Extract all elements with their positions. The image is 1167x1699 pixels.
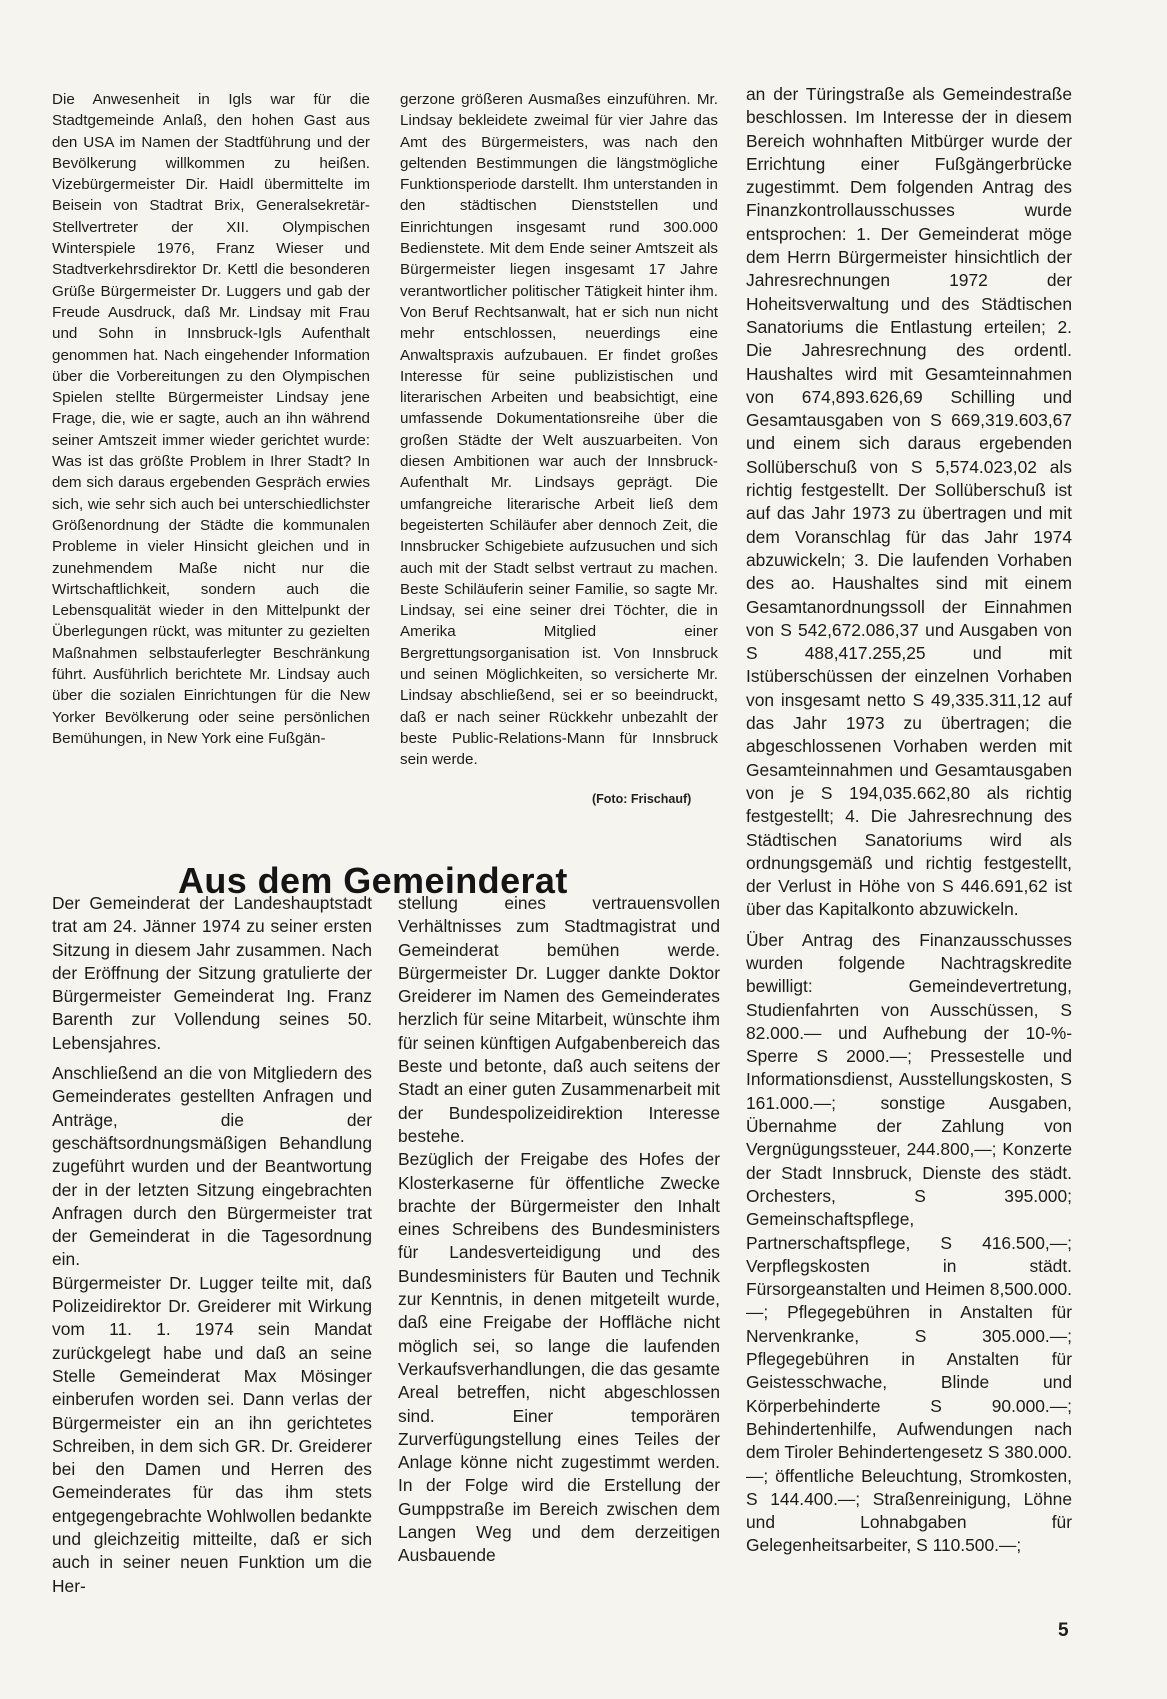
section-heading: Aus dem Gemeinderat — [178, 860, 568, 902]
body-paragraph: Bezüglich der Freigabe des Hofes der Klosterkaserne für öffentliche Zwecke brachte der Bürgermeister den Inhalt eines Schreibens des Bundesministers für Landesverteidigung und des Bundesministers für Bauten und Technik zur Kenntnis, in denen mitgeteilt wurde, daß eine Freigabe der Hoffläche nicht möglich sei, so lange die laufenden Verkaufsverhandlungen, die das gesamte Areal betreffen, nicht abgeschlossen sind. Einer temporären Zurverfügungstellung eines Teiles der Anlage könne nicht zugestimmt werden. In der Folge wird die Erstellung der Gumppstraße im Bereich zwischen dem Langen Weg und dem derzeitigen Ausbauende — [398, 1149, 720, 1566]
body-paragraph: gerzone größeren Ausmaßes einzuführen. Mr. Lindsay bekleidete zweimal für vier Jahre das Amt des Bürgermeisters, was nach den geltenden Bestimmungen die längstmögliche Funktionsperiode darstellt. Ihm unterstanden in den städtischen Dienststellen und Einrichtungen insgesamt rund 300.000 Bedienstete. Mit dem Ende seiner Amtszeit als Bürgermeister liegen insgesamt 17 Jahre verantwortlicher politischer Tätigkeit hinter ihm. Von Beruf Rechtsanwalt, hat er sich nun nicht mehr entschlossen, neuerdings eine Anwaltspraxis aufzubauen. Er findet großes Interesse für seine publizistischen und literarischen Arbeiten und beabsichtigt, eine umfassende Dokumentationsreihe über die großen Städte der Welt auszuarbeiten. Von diesen Ambitionen war auch der Innsbruck-Aufenthalt Mr. Lindsays geprägt. Die umfangreiche literarische Arbeit ließ dem begeisterten Schiläufer aber dennoch Zeit, die Innsbrucker Schigebiete aufzusuchen und sich auch mit der Stadt selbst vertraut zu machen. Beste Schiläuferin seiner Familie, so sagte Mr. Lindsay, sei eine seiner drei Töchter, die in Amerika Mitglied einer Bergrettungsorganisation ist. Von Innsbruck und seinen Möglichkeiten, so versicherte Mr. Lindsay abschließend, sei er so beeindruckt, daß er nach seiner Rückkehr unbezahlt der beste Public-Relations-Mann für Innsbruck sein werde. — [400, 91, 718, 769]
council-column-3 — [746, 83, 1072, 1558]
photo-credit: (Foto: Frischauf) — [592, 792, 692, 806]
body-paragraph: Die Anwesenheit in Igls war für die Stadtgemeinde Anlaß, den hohen Gast aus den USA im Namen der Stadtführung und der Bevölkerung willkommen zu heißen. Vizebürgermeister Dir. Haidl übermittelte im Beisein von Stadtrat Brix, Generalsekretär-Stellvertreter der XII. Olympischen Winterspiele 1976, Franz Wieser und Stadtverkehrsdirektor Dr. Kettl die besonderen Grüße Bürgermeister Dr. Luggers und gab der Freude Ausdruck, daß Mr. Lindsay mit Frau und Sohn in Innsbruck-Igls Aufenthalt genommen hat. Nach eingehender Information über die Vorbereitungen zu den Olympischen Spielen stellte Bürgermeister Lindsay jene Frage, die, wie er sagte, auch an ihn während seiner Amtszeit immer wieder gerichtet wurde: Was ist das größte Problem in Ihrer Stadt? In dem sich daraus ergebenden Gespräch erwies sich, wie sehr sich auch bei unterschiedlichster Größenordnung der Städte die kommunalen Probleme in vieler Hinsicht gleichen und in zunehmendem Maße nicht nur die Wirtschaftlichkeit, sondern auch die Lebensqualität wieder in den Mittelpunkt der Überlegungen rückt, was mitunter zu gezielten Maßnahmen selbstauferlegter Beschränkung führt. Ausführlich berichtete Mr. Lindsay auch über die sozialen Einrichtungen für die New Yorker Bevölkerung oder seine persönlichen Bemühungen, in New York eine Fußgän- — [52, 91, 370, 747]
intro-column-1 — [52, 89, 370, 749]
council-column-2 — [398, 892, 720, 1568]
body-paragraph: stellung eines vertrauensvollen Verhältnisses zum Stadtmagistrat und Gemeinderat bemühen werde. Bürgermeister Dr. Lugger dankte Doktor Greiderer im Namen des Gemeinderates herzlich für seine Mitarbeit, wünschte ihm für seinen künftigen Aufgabenbereich das Beste und betonte, daß auch seitens der Stadt an einer guten Zusammenarbeit mit der Bundespolizeidirektion Interesse bestehe. — [398, 893, 720, 1146]
council-column-1 — [52, 892, 372, 1598]
body-paragraph: Über Antrag des Finanzausschusses wurden folgende Nachtragskredite bewilligt: Gemeindevertretung, Studienfahrten von Ausschüssen, S 82.000.— und Aufhebung der 10-%-Sperre S 2000.—; Pressestelle und Informationsdienst, Ausstellungskosten, S 161.000.—; sonstige Ausgaben, Übernahme der Zahlung von Vergnügungssteuer, 244.800,—; Konzerte der Stadt Innsbruck, Dienste des städt. Orchesters, S 395.000; Gemeinschaftspflege, Partnerschaftspflege, S 416.500,—; Verpflegskosten in städt. Fürsorgeanstalten und Heimen 8,500.000.—; Pflegegebühren in Anstalten für Nervenkranke, S 305.000.—; Pflegegebühren in Anstalten für Geistesschwache, Blinde und Körperbehinderte S 90.000.—; Behindertenhilfe, Aufwendungen nach dem Tiroler Behindertengesetz S 380.000.—; öffentliche Beleuchtung, Stromkosten, S 144.400.—; Straßenreinigung, Löhne und Lohnabgaben für Gelegenheitsarbeiter, S 110.500.—; — [746, 929, 1072, 1556]
body-paragraph: Anschließend an die von Mitgliedern des Gemeinderates gestellten Anfragen und Anträge, die der geschäftsordnungsmäßigen Behandlung zugeführt wurden und der Beantwortung der in der letzten Sitzung eingebrachten Anfragen durch den Bürgermeister trat der Gemeinderat in die Tagesordnung ein. — [52, 1063, 372, 1270]
body-paragraph: an der Türingstraße als Gemeindestraße beschlossen. Im Interesse der in diesem Bereich wohnhaften Mitbürger wurde der Errichtung einer Fußgängerbrücke zugestimmt. Dem folgenden Antrag des Finanzkontrollausschusses wurde entsprochen: 1. Der Gemeinderat möge dem Herrn Bürgermeister hinsichtlich der Jahresrechnungen 1972 der Hoheitsverwaltung und des Städtischen Sanatoriums die Entlastung erteilen; 2. Die Jahresrechnung des ordentl. Haushaltes wird mit Gesamteinnahmen von 674,893.626,69 Schilling und Gesamtausgaben von S 669,319.603,67 und einem sich daraus ergebenden Sollüberschuß von S 5,574.023,02 als richtig festgestellt. Der Sollüberschuß ist auf das Jahr 1973 zu übertragen und mit dem Voranschlag für das Jahr 1974 abzuwickeln; 3. Die laufenden Vorhaben des ao. Haushaltes sind mit einem Gesamtanordnungssoll der Einnahmen von S 542,672.086,37 und Ausgaben von S 488,417.255,25 und mit Istüberschüssen der einzelnen Vorhaben von insgesamt netto S 49,335.311,12 auf das Jahr 1973 zu übertragen; die abgeschlossenen Vorhaben werden mit Gesamteinnahmen und Gesamtausgaben von je S 194,035.662,80 als richtig festgestellt; 4. Die Jahresrechnung des Städtischen Sanatoriums wird als ordnungsgemäß und richtig festgestellt, der Verlust in Höhe von S 446.691,62 ist über das Kapitalkonto abzuwickeln. — [746, 84, 1072, 920]
intro-column-2 — [400, 89, 718, 771]
body-paragraph: Der Gemeinderat der Landeshauptstadt trat am 24. Jänner 1974 zu seiner ersten Sitzung in diesem Jahr zusammen. Nach der Eröffnung der Sitzung gratulierte der Bürgermeister Gemeinderat Ing. Franz Barenth zur Vollendung seines 50. Lebensjahres. — [52, 893, 372, 1053]
page-number: 5 — [1058, 1620, 1069, 1641]
body-paragraph: Bürgermeister Dr. Lugger teilte mit, daß Polizeidirektor Dr. Greiderer mit Wirkung vom 11. 1. 1974 sein Mandat zurückgelegt habe und daß an seine Stelle Gemeinderat Max Mösinger einberufen worden sei. Dann verlas der Bürgermeister ein an ihn gerichtetes Schreiben, in dem sich GR. Dr. Greiderer bei den Damen und Herren des Gemeinderates für das ihm stets entgegengebrachte Wohlwollen bedankte und gleichzeitig mitteilte, daß er sich auch in seiner neuen Funktion um die Her- — [52, 1272, 372, 1596]
